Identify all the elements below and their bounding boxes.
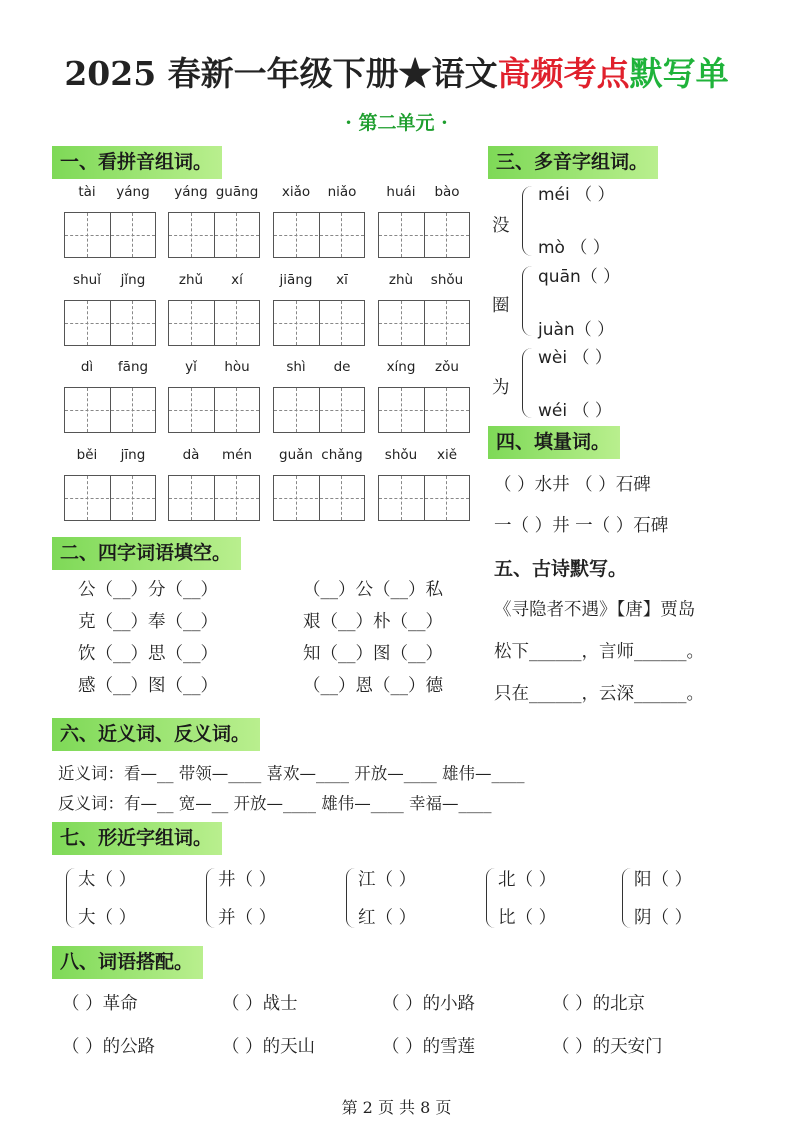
writing-box[interactable] — [273, 475, 365, 521]
polyphone-3b: wéi （ ） — [538, 401, 612, 421]
pinyin-label: yǐ — [185, 359, 197, 375]
pinyin-label: běi — [76, 447, 98, 463]
section-3-heading: 三、多音字组词。 — [488, 146, 658, 179]
similar-char-item: 红（ ） — [358, 908, 417, 928]
pinyin-label: jīng — [120, 447, 146, 463]
poem-line-2: 只在______，云深______。 — [494, 684, 704, 704]
pinyin-label: zǒu — [435, 359, 459, 375]
measure-line-2: 一（ ）井 一（ ）石碑 — [494, 516, 669, 536]
synonym-line: 近义词：看—__ 带领—____ 喜欢—____ 开放—____ 雄伟—____ — [58, 764, 525, 783]
polyphone-char-2: 圈 — [492, 296, 510, 316]
poem-line-1: 松下______，言师______。 — [494, 642, 704, 662]
pinyin-label: yáng — [116, 184, 150, 200]
pinyin-label: guāng — [215, 184, 259, 200]
writing-box[interactable] — [273, 387, 365, 433]
pinyin-label: shǒu — [384, 447, 418, 463]
brace-icon — [522, 266, 533, 336]
writing-box[interactable] — [168, 300, 260, 346]
section-6-heading: 六、近义词、反义词。 — [52, 718, 260, 751]
idiom-left-2: 克（__）奉（__） — [78, 612, 218, 632]
brace-icon — [522, 186, 533, 256]
pinyin-label: xiě — [436, 447, 458, 463]
collocation-6: （ ）的天山 — [222, 1037, 316, 1057]
pinyin-label: guǎn — [279, 447, 313, 463]
collocation-7: （ ）的雪莲 — [382, 1037, 476, 1057]
writing-box[interactable] — [378, 212, 470, 258]
writing-box[interactable] — [64, 387, 156, 433]
pinyin-label: zhǔ — [178, 272, 204, 288]
writing-box[interactable] — [64, 212, 156, 258]
polyphone-2b: juàn（ ） — [538, 320, 615, 340]
collocation-3: （ ）的小路 — [382, 994, 476, 1014]
pinyin-label: niǎo — [327, 184, 357, 200]
pinyin-label: zhù — [388, 272, 414, 288]
polyphone-1a: méi （ ） — [538, 185, 615, 205]
pinyin-label: xí — [231, 272, 243, 288]
unit-subtitle: · 第二单元 · — [345, 112, 448, 134]
idiom-right-4: （__）恩（__）德 — [303, 676, 443, 696]
pinyin-label: dà — [182, 447, 200, 463]
section-4-heading: 四、填量词。 — [488, 426, 620, 459]
pinyin-label: hòu — [224, 359, 250, 375]
similar-char-item: 并（ ） — [218, 908, 277, 928]
brace-icon — [346, 868, 355, 928]
writing-box[interactable] — [378, 300, 470, 346]
writing-box[interactable] — [378, 387, 470, 433]
pinyin-label: jiāng — [279, 272, 313, 288]
page-title — [0, 48, 793, 95]
section-2-heading: 二、四字词语填空。 — [52, 537, 241, 570]
pinyin-label: tài — [78, 184, 96, 200]
section-7-heading: 七、形近字组词。 — [52, 822, 222, 855]
similar-char-item: 阳（ ） — [634, 870, 693, 890]
similar-char-item: 阴（ ） — [634, 908, 693, 928]
title-main: 2025 春新一年级下册★语文 — [64, 54, 498, 93]
pinyin-label: shì — [286, 359, 306, 375]
collocation-8: （ ）的天安门 — [552, 1037, 663, 1057]
writing-box[interactable] — [64, 300, 156, 346]
similar-char-item: 北（ ） — [498, 870, 557, 890]
idiom-right-1: （__）公（__）私 — [303, 580, 443, 600]
brace-icon — [622, 868, 631, 928]
writing-box[interactable] — [273, 300, 365, 346]
brace-icon — [486, 868, 495, 928]
pinyin-label: dì — [80, 359, 94, 375]
idiom-right-2: 艰（__）朴（__） — [303, 612, 443, 632]
pinyin-label: xī — [336, 272, 348, 288]
pinyin-label: jǐng — [120, 272, 146, 288]
pinyin-label: huái — [386, 184, 416, 200]
idiom-left-1: 公（__）分（__） — [78, 580, 218, 600]
collocation-1: （ ）革命 — [62, 994, 138, 1014]
pinyin-label: mén — [221, 447, 252, 463]
collocation-4: （ ）的北京 — [552, 994, 646, 1014]
writing-box[interactable] — [273, 212, 365, 258]
polyphone-2a: quān（ ） — [538, 267, 621, 287]
brace-icon — [66, 868, 75, 928]
pinyin-label: bào — [434, 184, 460, 200]
title-tail: 默写单 — [629, 54, 729, 93]
pinyin-label: shǒu — [430, 272, 464, 288]
writing-box[interactable] — [168, 387, 260, 433]
collocation-2: （ ）战士 — [222, 994, 298, 1014]
similar-char-item: 比（ ） — [498, 908, 557, 928]
similar-char-item: 井（ ） — [218, 870, 277, 890]
collocation-5: （ ）的公路 — [62, 1037, 156, 1057]
title-highlight: 高频考点 — [497, 54, 630, 93]
section-8-heading: 八、词语搭配。 — [52, 946, 203, 979]
writing-box[interactable] — [168, 475, 260, 521]
pinyin-label: fāng — [117, 359, 149, 375]
section-5-heading: 五、古诗默写。 — [494, 558, 628, 580]
polyphone-3a: wèi （ ） — [538, 348, 612, 368]
brace-icon — [206, 868, 215, 928]
writing-box[interactable] — [378, 475, 470, 521]
pinyin-label: xíng — [386, 359, 416, 375]
antonym-line: 反义词：有—__ 宽—__ 开放—____ 雄伟—____ 幸福—____ — [58, 794, 492, 813]
measure-line-1: （ ）水井 （ ）石碑 — [494, 475, 651, 495]
similar-char-item: 太（ ） — [78, 870, 137, 890]
brace-icon — [522, 348, 533, 418]
pinyin-label: xiǎo — [281, 184, 311, 200]
poem-title: 《寻隐者不遇》【唐】贾岛 — [494, 600, 696, 620]
idiom-left-4: 感（__）图（__） — [78, 676, 218, 696]
polyphone-1b: mò （ ） — [538, 238, 610, 258]
similar-char-item: 江（ ） — [358, 870, 417, 890]
idiom-left-3: 饮（__）思（__） — [78, 644, 218, 664]
pinyin-label: chǎng — [321, 447, 363, 463]
polyphone-char-1: 没 — [492, 216, 510, 236]
section-1-heading: 一、看拼音组词。 — [52, 146, 222, 179]
pinyin-label: shuǐ — [73, 272, 101, 288]
page-number: 第 2 页 共 8 页 — [341, 1098, 452, 1117]
writing-box[interactable] — [168, 212, 260, 258]
writing-box[interactable] — [64, 475, 156, 521]
pinyin-label: de — [333, 359, 351, 375]
polyphone-char-3: 为 — [492, 378, 510, 398]
similar-char-item: 大（ ） — [78, 908, 137, 928]
idiom-right-3: 知（__）图（__） — [303, 644, 443, 664]
pinyin-label: yáng — [174, 184, 208, 200]
